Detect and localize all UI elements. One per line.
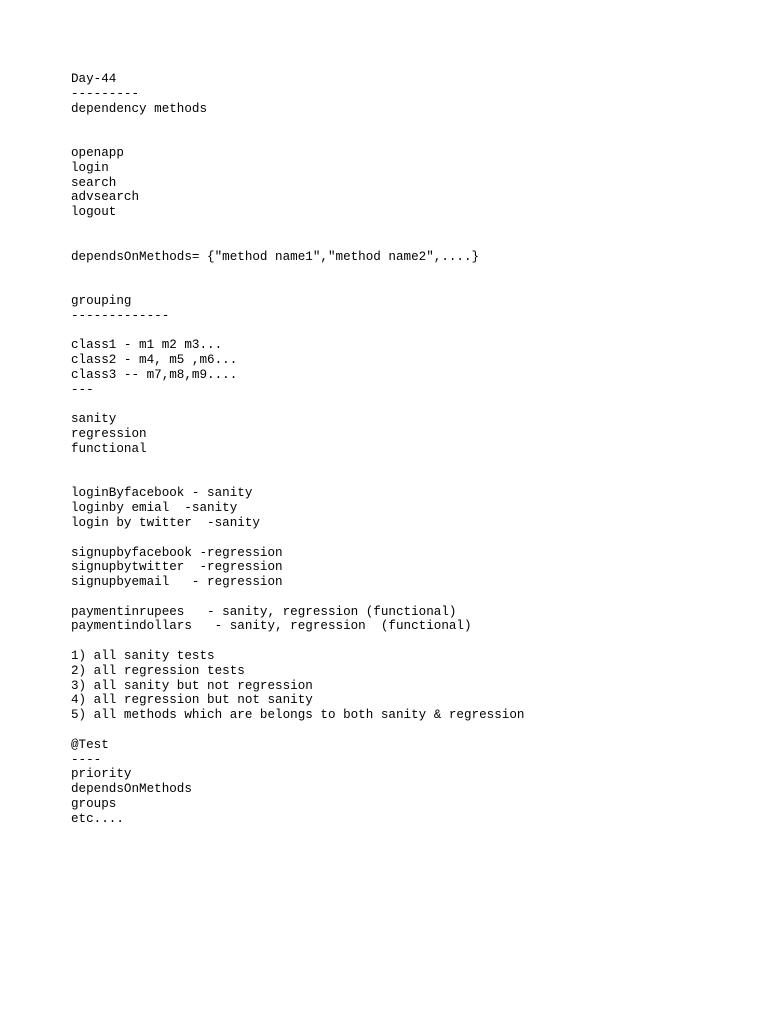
depends-on-methods-syntax: dependsOnMethods= {"method name1","method name2",....} (71, 249, 480, 264)
login-facebook-line: loginByfacebook - sanity (71, 486, 253, 501)
attribute-depends-on-methods: dependsOnMethods (71, 782, 192, 797)
class3-methods: class3 -- m7,m8,m9.... (71, 367, 238, 382)
attribute-etc: etc.... (71, 811, 124, 826)
separator: --- (71, 382, 94, 397)
login-email-line: loginby emial -sanity (71, 501, 238, 516)
list-item-1: 1) all sanity tests (71, 649, 215, 664)
blank-line (71, 116, 751, 131)
attribute-groups: groups (71, 797, 117, 812)
section-title-grouping: grouping (71, 293, 132, 308)
signup-facebook-line: signupbyfacebook -regression (71, 545, 283, 560)
blank-line (71, 131, 751, 146)
day-heading: Day-44 (71, 72, 117, 86)
method-logout: logout (71, 205, 117, 220)
login-twitter-line: login by twitter -sanity (71, 515, 260, 530)
group-functional: functional (71, 441, 147, 456)
grouping-underline: ------------- (71, 308, 170, 323)
list-item-5: 5) all methods which are belongs to both sanity & regression (71, 708, 525, 723)
payment-rupees-line: paymentinrupees - sanity, regression (functional) (71, 604, 457, 619)
section-title-dependency-methods: dependency methods (71, 101, 208, 116)
test-annotation-underline: ---- (71, 752, 102, 767)
method-login: login (71, 160, 109, 175)
blank-line (71, 324, 751, 339)
blank-line (71, 457, 751, 472)
document-page (71, 72, 751, 827)
blank-line (71, 531, 751, 546)
blank-line (71, 723, 751, 738)
signup-twitter-line: signupbytwitter -regression (71, 560, 283, 575)
list-item-3: 3) all sanity but not regression (71, 678, 313, 693)
signup-email-line: signupbyemail - regression (71, 575, 283, 590)
blank-line (71, 220, 751, 235)
blank-line (71, 235, 751, 250)
method-search: search (71, 175, 117, 190)
blank-line (71, 279, 751, 294)
blank-line (71, 264, 751, 279)
class1-methods: class1 - m1 m2 m3... (71, 338, 223, 353)
heading-underline: --------- (71, 86, 140, 101)
blank-line (71, 634, 751, 649)
blank-line (71, 590, 751, 605)
list-item-2: 2) all regression tests (71, 663, 245, 678)
test-annotation-title: @Test (71, 737, 109, 752)
blank-line (71, 398, 751, 413)
method-advsearch: advsearch (71, 190, 140, 205)
blank-line (71, 472, 751, 487)
payment-dollars-line: paymentindollars - sanity, regression (functional) (71, 619, 472, 634)
method-openapp: openapp (71, 145, 124, 160)
list-item-4: 4) all regression but not sanity (71, 693, 313, 708)
group-regression: regression (71, 427, 147, 442)
group-sanity: sanity (71, 412, 117, 427)
attribute-priority: priority (71, 767, 132, 782)
class2-methods: class2 - m4, m5 ,m6... (71, 353, 238, 368)
